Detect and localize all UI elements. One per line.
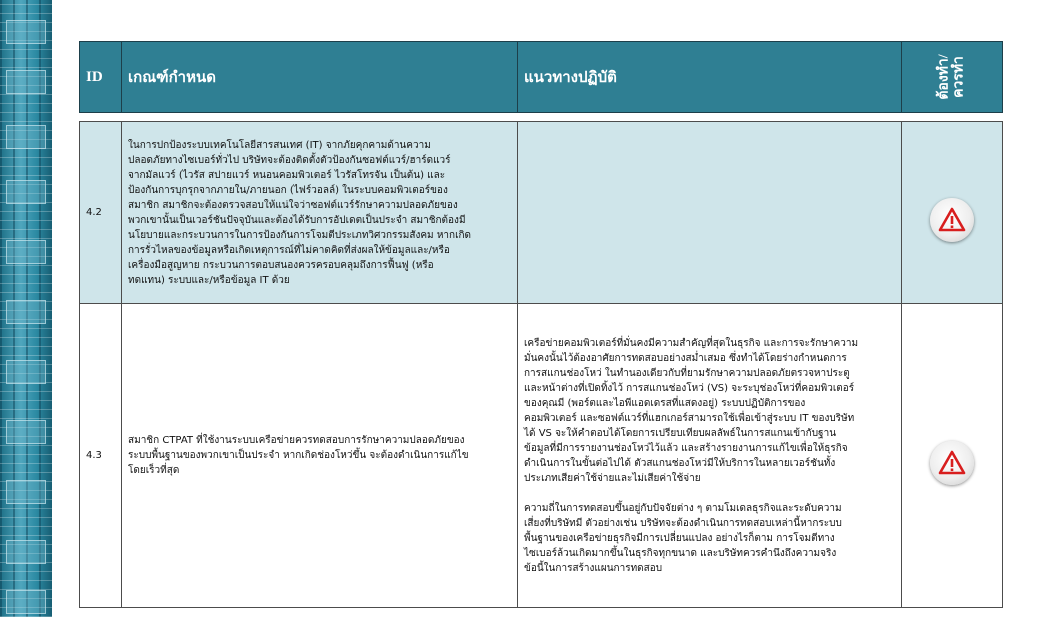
header-criteria: เกณฑ์กำหนด bbox=[122, 42, 518, 113]
row-criteria: ในการปกป้องระบบเทคโนโลยีสารสนเทศ (IT) จากภัยคุกคามด้านความ ปลอดภัยทางไซเบอร์ทั่วไป บริษัทจะต้องติดตั้งตัวป้องกันซอฟต์แวร์/ฮาร์ดแวร์ จากมัลแวร์ (ไวรัส สปายแวร์ หนอนคอมพิวเตอร์ ไวรัสโทรจัน เป็นต้น) และ ป้องกันการบุกรุกจากภายใน/ภายนอก (ไฟร์วอลล์) ในระบบคอมพิวเตอร์ของ สมาชิก สมาชิกจะต้องตรวจสอบให้แน่ใจว่าซอฟต์แวร์รักษาความปลอดภัยของ พวกเขานั้นเป็นเวอร์ชันปัจจุบันและต้องได้รับการอัปเดตเป็นประจำ สมาชิกต้องมี นโยบายและกระบวนการในการป้องกันการโจมตีประเภทวิศวกรรมสังคม หากเกิด การรั่วไหลของข้อมูลหรือเกิดเหตุการณ์ที่ไม่คาดคิดที่ส่งผลให้ข้อมูลและ/หรือ เครื่องมือสูญหาย กระบวนการตอบสนองควรครอบคลุมถึงการฟื้นฟู (หรือ ทดแทน) ระบบและ/หรือข้อมูล IT ด้วย bbox=[122, 122, 518, 304]
warning-triangle-icon bbox=[930, 441, 974, 485]
row-status-cell bbox=[902, 304, 1003, 608]
server-rack-decoration bbox=[0, 0, 52, 617]
header-row bbox=[80, 42, 1003, 113]
row-id: 4.3 bbox=[80, 304, 122, 608]
warning-triangle-icon bbox=[930, 198, 974, 242]
header-must-should-cell bbox=[902, 42, 1003, 113]
header-guidance: แนวทางปฏิบัติ bbox=[518, 42, 902, 113]
row-id: 4.2 bbox=[80, 122, 122, 304]
criteria-table bbox=[79, 121, 1003, 608]
table-header bbox=[79, 41, 1003, 113]
row-guidance bbox=[518, 122, 902, 304]
header-id: ID bbox=[80, 42, 122, 113]
header-must-should: ต้องทำ/ ควรทำ bbox=[936, 53, 967, 100]
row-status-cell bbox=[902, 122, 1003, 304]
row-criteria: สมาชิก CTPAT ที่ใช้งานระบบเครือข่ายควรทดสอบการรักษาความปลอดภัยของ ระบบพื้นฐานของพวกเขาเป็นประจำ หากเกิดช่องโหว่ขึ้น จะต้องดำเนินการแก้ไข โดยเร็วที่สุด bbox=[122, 304, 518, 608]
table-row bbox=[80, 122, 1003, 304]
table-row bbox=[80, 304, 1003, 608]
row-guidance: เครือข่ายคอมพิวเตอร์ที่มั่นคงมีความสำคัญที่สุดในธุรกิจ และการจะรักษาความ มั่นคงนั้นไว้ต้องอาศัยการทดสอบอย่างสม่ำเสมอ ซึ่งทำได้โดยร่างกำหนดการ การสแกนช่องโหว่ ในทำนองเดียวกับที่ยามรักษาความปลอดภัยตรวจหาประตู และหน้าต่างที่เปิดทิ้งไว้ การสแกนช่องโหว่ (VS) จะระบุช่องโหว่ที่คอมพิวเตอร์ ของคุณมี (พอร์ตและไอพีแอดเดรสที่แสดงอยู่) ระบบปฏิบัติการของ คอมพิวเตอร์ และซอฟต์แวร์ที่แฮกเกอร์สามารถใช้เพื่อเข้าสู่ระบบ IT ของบริษัท ได้ VS จะให้คำตอบได้โดยการเปรียบเทียบผลลัพธ์ในการสแกนเข้ากับฐาน ข้อมูลที่มีการรายงานช่องโหว่ไว้แล้ว และสร้างรายงานการแก้ไขเพื่อให้ธุรกิจ ดำเนินการในขั้นต่อไปได้ ตัวสแกนช่องโหว่มีให้บริการในหลายเวอร์ชันทั้ง ประเภทเสียค่าใช้จ่ายและไม่เสียค่าใช้จ่าย ความถี่ในการทดสอบขึ้นอยู่กับปัจจัยต่าง ๆ ตามโมเดลธุรกิจและระดับความ เสี่ยงที่บริษัทมี ตัวอย่างเช่น บริษัทจะต้องดำเนินการทดสอบเหล่านี้หากระบบ พื้นฐานของเครือข่ายธุรกิจมีการเปลี่ยนแปลง อย่างไรก็ตาม การโจมตีทาง ไซเบอร์ล้วนเกิดมากขึ้นในธุรกิจทุกขนาด และบริษัทควรคำนึงถึงความจริง ข้อนี้ในการสร้างแผนการทดสอบ bbox=[518, 304, 902, 608]
